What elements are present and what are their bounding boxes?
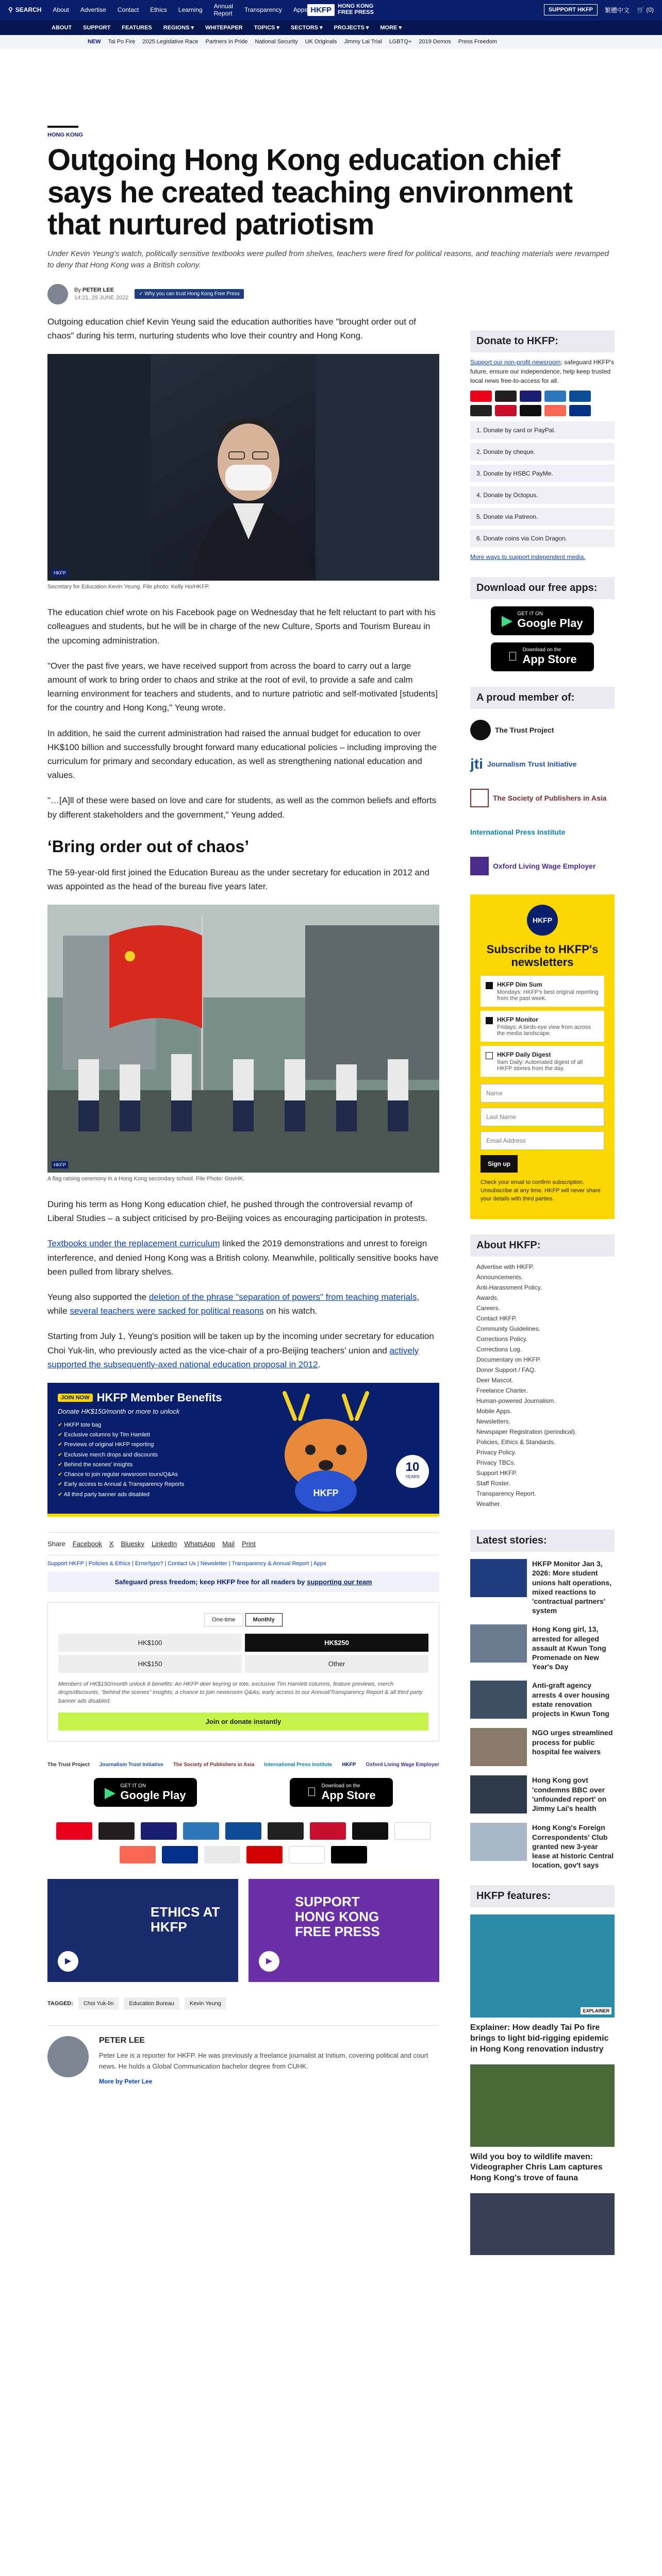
feature-image: [470, 1914, 615, 2018]
nav-features[interactable]: FEATURES: [122, 24, 152, 31]
sopa-logo[interactable]: The Society of Publishers in Asia: [173, 1762, 255, 1768]
feature-title[interactable]: Wild you boy to wildlife maven: Videographer Chris Lam captures Hong Kong's trove of fauna: [470, 2152, 603, 2183]
payme-icon: [495, 391, 517, 402]
living-wage-logo[interactable]: Oxford Living Wage Employer: [366, 1762, 439, 1768]
about-title: About HKFP:: [470, 1234, 615, 1257]
about-link[interactable]: Newsletters.: [476, 1418, 511, 1426]
donate-option[interactable]: 4. Donate by Octopus.: [470, 486, 615, 504]
paragraph: Yeung also supported the deletion of the phrase "separation of powers" from teaching materials, while several teachers were sacked for political reasons on his watch.: [47, 1292, 420, 1316]
more-ways-link[interactable]: More ways to support independent media.: [470, 553, 586, 561]
latest-title: Latest stories:: [470, 1530, 615, 1552]
alipay-icon: [246, 1846, 283, 1863]
about-link[interactable]: Weather.: [476, 1500, 501, 1508]
member-title: A proud member of:: [470, 687, 615, 709]
about-link[interactable]: Awards.: [476, 1294, 499, 1302]
newsletter-option[interactable]: HKFP Monitor Fridays: A birds-eye view from across the media landscape.: [481, 1011, 604, 1042]
share-whatsapp[interactable]: WhatsApp: [184, 1539, 216, 1548]
about-link[interactable]: Anti-Harassment Policy.: [476, 1284, 542, 1292]
trending-link[interactable]: LGBTQ+: [389, 39, 412, 45]
photo-caption: Secretary for Education Kevin Yeung. File photo: Kelly Ho/HKFP.: [47, 584, 210, 590]
ipi-logo[interactable]: International Press Institute: [264, 1762, 333, 1768]
email-field[interactable]: Email Address: [481, 1131, 604, 1150]
one-time-tab[interactable]: One-time: [204, 1613, 243, 1626]
trust-button[interactable]: ✓ Why you can trust Hong Kong Free Press: [135, 289, 244, 299]
tag-link[interactable]: Kevin Yeung: [185, 1997, 226, 2010]
latest-story[interactable]: HKFP Monitor Jan 3, 2026: More student unions halt operations, mixed reactions to 'contractual partners' system: [470, 1559, 615, 1615]
article-link[interactable]: several teachers were sacked for political reasons: [70, 1306, 264, 1316]
publish-date: 14:21, 29 JUNE 2022: [74, 295, 129, 301]
trending-link[interactable]: Jimmy Lai Trial: [344, 39, 382, 45]
donate-option[interactable]: 2. Donate by cheque.: [470, 443, 615, 461]
about-link[interactable]: Human-powered Journalism.: [476, 1397, 556, 1405]
patreon-icon: [120, 1846, 156, 1863]
deer-mascot-image: [259, 1388, 393, 1512]
section-label[interactable]: HONG KONG: [47, 132, 84, 138]
google-play-button[interactable]: ▶ GET IT ON Google Play: [491, 606, 594, 635]
story-thumbnail: [470, 1624, 527, 1663]
author-box: [47, 2025, 439, 2086]
apple-icon: [307, 1785, 316, 1800]
apple-pay-alt-icon: [331, 1846, 367, 1863]
octopus-icon: [268, 1822, 304, 1840]
checkbox-checked-icon[interactable]: [486, 1017, 493, 1024]
author-name[interactable]: PETER LEE: [99, 2036, 145, 2045]
feature-title[interactable]: Explainer: How deadly Tai Po fire brings to light bid-rigging epidemic in Hong Kong renovation industry: [470, 2023, 609, 2054]
section-heading: ‘Bring order out of chaos’: [47, 837, 250, 856]
search-label: SEARCH: [15, 6, 42, 13]
svg-text:HKFP: HKFP: [313, 1487, 339, 1498]
app-store-button[interactable]: Download on the App Store: [491, 642, 594, 671]
trending-link[interactable]: Tai Po Fire: [108, 39, 136, 45]
photo-watermark: HKFP: [52, 569, 68, 577]
support-hkfp-button[interactable]: SUPPORT HKFP: [544, 4, 598, 15]
monthly-tab[interactable]: Monthly: [245, 1613, 283, 1626]
story-thumbnail: [470, 1728, 527, 1766]
about-link[interactable]: Deer Mascot.: [476, 1377, 514, 1384]
main-nav: [0, 20, 662, 35]
benefits-title: HKFP Member Benefits: [96, 1391, 222, 1404]
donate-option[interactable]: 6. Donate coins via Coin Dragon.: [470, 530, 615, 547]
trending-link[interactable]: UK Originals: [305, 39, 337, 45]
story-thumbnail: [470, 1775, 527, 1814]
share-print[interactable]: Print: [241, 1539, 256, 1548]
support-links[interactable]: Support HKFP | Policies & Ethics | Error/typo? | Contact Us | Newsletter | Transparency & Annual Report | Apps: [47, 1560, 326, 1567]
nav-sectors[interactable]: SECTORS ▾: [290, 25, 323, 31]
tag-link[interactable]: Choi Yuk-lin: [78, 1997, 119, 2010]
trending-link[interactable]: Partners in Pride: [205, 39, 248, 45]
about-link[interactable]: Privacy Policy.: [476, 1449, 517, 1456]
article-link[interactable]: actively supported the subsequently-axed national education proposal in 2012: [47, 1345, 419, 1369]
cart-count: (0): [646, 6, 654, 13]
language-switch[interactable]: 繁體中文: [605, 6, 630, 14]
sidebar-payment-icons: [470, 391, 615, 416]
paragraph: Outgoing education chief Kevin Yeung said the education authorities have "brought order out of chaos" during his term, nurturing students who love their country and Hong Kong.: [47, 316, 416, 341]
apps-title: Download our free apps:: [470, 577, 615, 599]
article-subhead: Under Kevin Yeung's watch, politically sensitive textbooks were pulled from shelves, teachers were fired for political reasons, and teaching materials were revamped to deny that Hong Kong was a British colony.: [47, 249, 609, 270]
logo-wordmark: HONG KONG FREE PRESS: [338, 3, 374, 15]
about-link[interactable]: Newspaper Registration (periodical).: [476, 1428, 577, 1436]
donate-option[interactable]: 3. Donate by HSBC PayMe.: [470, 465, 615, 482]
trust-project-logo[interactable]: The Trust Project: [470, 717, 615, 743]
amex-icon: [544, 391, 566, 402]
nav-regions[interactable]: REGIONS ▾: [163, 25, 194, 31]
about-list: [470, 1257, 615, 1514]
top-link-annual-report[interactable]: Annual Report: [213, 3, 233, 17]
apple-icon: [508, 650, 517, 664]
amount-grid: [58, 1634, 428, 1673]
member-benefits-banner[interactable]: [47, 1383, 439, 1517]
paragraph: Starting from July 1, Yeung's position will be taken up by the incoming under secretary for education Choi Yuk-lin, who previously acted as the vice-chair of a pro-Beijing teachers' union and actively supported the subsequently-axed national education proposal in 2012.: [47, 1331, 434, 1369]
about-link[interactable]: Announcements.: [476, 1274, 523, 1281]
donate-link[interactable]: Support our non-profit newsroom: [470, 358, 561, 366]
article-link[interactable]: Textbooks under the replacement curriculum: [47, 1239, 220, 1249]
about-link[interactable]: Policies, Ethics & Standards.: [476, 1438, 556, 1446]
checkbox-checked-icon[interactable]: [486, 982, 493, 989]
author-link[interactable]: PETER LEE: [82, 287, 114, 294]
hkfp-badge-icon: HKFP: [527, 905, 558, 936]
search-button[interactable]: [8, 6, 41, 13]
ipi-logo[interactable]: International Press Institute: [470, 827, 566, 836]
top-link-ethics[interactable]: Ethics: [150, 6, 167, 13]
living-wage-logo[interactable]: Oxford Living Wage Employer: [470, 853, 615, 879]
jti-logo[interactable]: jti Journalism Trust Initiative: [470, 755, 577, 772]
header-rule: [47, 126, 78, 128]
paragraph: In addition, he said the current administration had raised the annual budget for education to over HK$100 billion and successfully brought forward many educational policies – including improving the curriculum for primary and secondary education, as well as strengthening national education and values.: [47, 728, 437, 781]
byline: [47, 284, 615, 304]
story-thumbnail: [470, 1823, 527, 1861]
about-link[interactable]: Freelance Charter.: [476, 1387, 528, 1395]
app-store-button[interactable]: Download on the App Store: [290, 1778, 393, 1807]
trending-link[interactable]: 2019 Demos: [419, 39, 451, 45]
latest-story[interactable]: NGO urges streamlined process for public hospital fee waivers: [470, 1728, 615, 1766]
photo-kevin-yeung: [47, 354, 439, 581]
payme-alt-icon: [204, 1846, 240, 1863]
tag-link[interactable]: Education Bureau: [124, 1997, 179, 2010]
about-link[interactable]: Documentary on HKFP.: [476, 1356, 541, 1364]
about-link[interactable]: Mobile Apps.: [476, 1408, 512, 1415]
donate-text: Support our non-profit newsroom; safeguard HKFP's future, ensure our independence, help keep trusted local news free-to-access for all.: [470, 358, 615, 384]
google-play-icon: ▶: [105, 1784, 115, 1800]
patreon-icon: [544, 405, 566, 416]
photo-watermark: HKFP: [52, 1161, 68, 1168]
feature-image: [470, 2064, 615, 2147]
benefits-list: ✔ HKFP tote bag ✔ Exclusive columns by Tim Hamlett ✔ Previews of original HKFP reporting ✔ Exclusive merch drops and discounts ✔ Behind the scenes' insights ✔ Chance to join regular newsroom tours/Q&As ✔ Early access to Annual & Transparency Reports ✔ All third party banner ads disabled: [58, 1421, 185, 1498]
name-field[interactable]: Name: [481, 1084, 604, 1103]
google-play-button[interactable]: ▶ GET IT ON Google Play: [94, 1778, 197, 1807]
share-label: Share: [47, 1539, 65, 1548]
mastercard-icon: [470, 391, 492, 402]
nav-more[interactable]: MORE ▾: [380, 25, 402, 31]
article-headline: Outgoing Hong Kong education chief says he created teaching environment that nurtured patriotism: [47, 143, 573, 242]
about-link[interactable]: Contact HKFP.: [476, 1315, 517, 1323]
paragraph: "…[A]ll of these were based on love and care for students, as well as the common beliefs and efforts by different stakeholders and the government," Yeung added.: [47, 795, 437, 820]
story-thumbnail: [470, 1559, 527, 1597]
author-avatar: [47, 284, 68, 304]
trust-project-icon: [470, 720, 491, 740]
share-x[interactable]: X: [109, 1539, 114, 1548]
tags-row: [47, 1997, 439, 2010]
explainer-tag: EXPLAINER: [581, 2007, 611, 2014]
last-name-field[interactable]: Last Name: [481, 1108, 604, 1126]
signup-button[interactable]: Sign up: [481, 1155, 518, 1173]
latest-list: [470, 1552, 615, 1870]
share-facebook[interactable]: Facebook: [72, 1539, 102, 1548]
about-link[interactable]: Donor Support / FAQ.: [476, 1366, 536, 1374]
sopa-icon: [470, 789, 489, 807]
about-link[interactable]: Support HKFP.: [476, 1469, 518, 1477]
payme-icon: [98, 1822, 135, 1840]
top-link-about[interactable]: About: [53, 6, 69, 13]
sidebar: [470, 315, 615, 2255]
top-bar: [0, 0, 662, 20]
nav-about[interactable]: ABOUT: [52, 24, 72, 31]
top-link-advertise[interactable]: Advertise: [80, 6, 106, 13]
share-linkedin[interactable]: LinkedIn: [152, 1539, 177, 1548]
article-body: [47, 315, 439, 2255]
trending-link[interactable]: Press Freedom: [458, 39, 497, 45]
trending-link[interactable]: National Security: [255, 39, 298, 45]
about-link[interactable]: Careers.: [476, 1304, 501, 1312]
article-photo-1: [47, 354, 439, 581]
sopa-logo[interactable]: The Society of Publishers in Asia: [470, 785, 615, 811]
join-donate-button[interactable]: Join or donate instantly: [58, 1713, 428, 1731]
benefits-subtitle: Donate HK$150/month or more to unlock: [58, 1407, 180, 1415]
app-store-row: [47, 1778, 439, 1807]
anniversary-badge: 10 YEARS: [396, 1455, 429, 1488]
video-promos: [47, 1879, 439, 1982]
frequency-toggle: [58, 1613, 428, 1626]
top-link-apps[interactable]: Apps: [293, 6, 308, 13]
paragraph: The 59-year-old first joined the Education Bureau as the under secretary for education in 2012 and was appointed as the head of the bureau five years later.: [47, 867, 429, 891]
about-link[interactable]: Staff Roster.: [476, 1480, 510, 1487]
jcb-icon: [225, 1822, 261, 1840]
top-link-learning[interactable]: Learning: [178, 6, 203, 13]
nav-projects[interactable]: PROJECTS ▾: [334, 25, 369, 31]
nav-support[interactable]: SUPPORT: [83, 24, 111, 31]
video-title: SUPPORT HONG KONG FREE PRESS: [295, 1894, 380, 1939]
author-bio: Peter Lee is a reporter for HKFP. He was previously a freelance journalist at Initium, covering political and court news. He holds a Global Communication bachelor degree from CUHK.: [99, 2052, 428, 2070]
about-link[interactable]: Privacy TBCs.: [476, 1459, 516, 1467]
apple-pay-icon: [520, 405, 541, 416]
ethics-video[interactable]: [47, 1879, 238, 1982]
site-logo[interactable]: [307, 4, 374, 15]
amount-option[interactable]: HK$100: [58, 1634, 242, 1652]
newsletter-box: [470, 894, 615, 1219]
logo-mark: HKFP: [307, 4, 335, 16]
jti-logo[interactable]: Journalism Trust Initiative: [99, 1762, 163, 1768]
paypal-icon: [162, 1846, 198, 1863]
paragraph: Textbooks under the replacement curriculum linked the 2019 demonstrations and unrest to foreign interference, and denied Hong Kong was a British colony. Meanwhile, politically sensitive books have been pulled from library shelves.: [47, 1239, 439, 1277]
article-link[interactable]: deletion of the phrase "separation of powers" from teaching materials: [148, 1292, 417, 1302]
amount-option[interactable]: HK$150: [58, 1655, 242, 1673]
newsletter-option[interactable]: HKFP Daily Digest 9am Daily: Automated digest of all HKFP stories from the day.: [481, 1046, 604, 1077]
cart-button[interactable]: 🛒 (0): [637, 6, 654, 13]
member-note: Members of HK$150/month unlock 8 benefits: An HKFP deer keyring or tote, exclusive Tim Hamlett columns, feature previews, merch drops/discounts, "behind the scenes" insights, a chance to join newsroom Q&As, early access to our Annual/Transparency Report & all third party banner ads disabled.: [58, 1681, 423, 1704]
hkfp-logo[interactable]: HKFP: [342, 1762, 356, 1768]
apple-pay-icon: [352, 1822, 388, 1840]
google-pay-icon: [289, 1846, 325, 1863]
coin-icon: [394, 1822, 431, 1840]
about-link[interactable]: Community Guidelines.: [476, 1325, 541, 1333]
photo-caption: A flag raising ceremony in a Hong Kong secondary school. File Photo: GovHK.: [47, 1176, 245, 1182]
nav-topics[interactable]: TOPICS ▾: [254, 25, 279, 31]
latest-story[interactable]: Hong Kong girl, 13, arrested for alleged assault at Kwun Tong Promenade on New Year's Day: [470, 1624, 615, 1671]
share-mail[interactable]: Mail: [222, 1539, 235, 1548]
support-video[interactable]: [249, 1879, 439, 1982]
jcb-icon: [569, 391, 591, 402]
article-header: [47, 48, 615, 272]
living-wage-icon: [470, 857, 489, 875]
paragraph: The education chief wrote on his Facebook page on Wednesday that he felt reluctant to part with his colleagues and students, but he will be in charge of the new Culture, Sports and Tourism Bureau in the upcoming administration.: [47, 607, 436, 646]
author-photo: [47, 2036, 89, 2077]
donate-form: [47, 1602, 439, 1742]
newsletter-title: Subscribe to HKFP's newsletters: [486, 942, 599, 969]
nav-whitepaper[interactable]: WHITEPAPER: [205, 24, 243, 31]
paypal-icon: [569, 405, 591, 416]
features-list[interactable]: [470, 1907, 615, 2255]
article-photo-2: [47, 905, 439, 1173]
donate-banner: Safeguard press freedom; keep HKFP free for all readers by supporting our team: [47, 1572, 439, 1592]
about-link[interactable]: Advertise with HKFP.: [476, 1263, 534, 1271]
visa-icon: [141, 1822, 177, 1840]
feature-image: [470, 2193, 615, 2255]
latest-story[interactable]: Anti-graft agency arrests 4 over housing estate renovation projects in Kwun Tong: [470, 1681, 615, 1719]
latest-story[interactable]: Hong Kong govt 'condemns BBC over 'unfounded report' on Jimmy Lai's health: [470, 1775, 615, 1814]
about-link[interactable]: Corrections Log.: [476, 1346, 522, 1353]
play-icon[interactable]: ▶: [58, 1951, 78, 1972]
octopus-icon: [470, 405, 492, 416]
search-icon: ⚲: [8, 6, 13, 13]
latest-story[interactable]: Hong Kong's Foreign Correspondents' Club granted new 3-year lease at historic Central location, gov't says: [470, 1823, 615, 1870]
share-bluesky[interactable]: Bluesky: [121, 1539, 144, 1548]
mastercard-icon: [56, 1822, 92, 1840]
trending-link[interactable]: 2025 Legislative Race: [142, 39, 198, 45]
amount-option[interactable]: HK$250: [245, 1634, 428, 1652]
share-bar: [47, 1532, 439, 1555]
top-link-transparency[interactable]: Transparency: [244, 6, 282, 13]
unionpay-icon: [310, 1822, 346, 1840]
membership-logos: [47, 1762, 439, 1768]
by-label: By: [74, 287, 81, 294]
signup-note: Check your email to confirm subscription. Unsubscribe at any time. HKFP will never share your details with third parties.: [481, 1179, 601, 1202]
donate-option[interactable]: 1. Donate by card or PayPal.: [470, 421, 615, 439]
donate-title: Donate to HKFP:: [470, 330, 615, 352]
checkbox-icon[interactable]: [486, 1052, 493, 1059]
unionpay-icon: [495, 405, 517, 416]
video-title: ETHICS AT HKFP: [151, 1904, 220, 1935]
about-link[interactable]: Transparency Report.: [476, 1490, 536, 1498]
story-thumbnail: [470, 1681, 527, 1719]
donate-option[interactable]: 5. Donate via Patreon.: [470, 508, 615, 526]
trust-project-logo[interactable]: The Trust Project: [47, 1762, 90, 1768]
google-play-icon: ▶: [502, 613, 512, 629]
more-by-author-link[interactable]: More by Peter Lee: [99, 2077, 153, 2085]
play-icon[interactable]: ▶: [259, 1951, 279, 1972]
features-title: HKFP features:: [470, 1885, 615, 1907]
support-team-link[interactable]: supporting our team: [307, 1578, 372, 1586]
visa-icon: [520, 391, 541, 402]
trending-label: NEW: [88, 39, 101, 45]
about-link[interactable]: Corrections Policy.: [476, 1335, 528, 1343]
paragraph: "Over the past five years, we have received support from across the board to carry out a large amount of work to bring order to chaos and strike at the root of evil, to provide a safe and calm learning environment for teachers and students, and to nurture patriotic and self-motivated [students] for the country and Hong Kong," Yeung wrote.: [47, 660, 438, 713]
paragraph: During his term as Hong Kong education chief, he pushed through the controversial revamp of Liberal Studies – a subject criticised by pro-Beijing voices as encouraging participation in protests.: [47, 1199, 428, 1224]
amex-icon: [183, 1822, 219, 1840]
newsletter-option[interactable]: HKFP Dim Sum Mondays: HKFP's best original reporting from the past week.: [481, 976, 604, 1007]
benefits-text: JOIN NOW HKFP Member Benefits Donate HK$150/month or more to unlock ✔ HKFP tote bag ✔ Exclusive columns by Tim Hamlett ✔ Previews of original HKFP reporting ✔ Exclusive merch drops and discounts ✔ Behind the scenes' insights ✔ Chance to join regular newsroom tours/Q&As ✔ Early access to Annual & Transparency Reports ✔ All third party banner ads disabled: [58, 1391, 222, 1500]
tags-label: TAGGED:: [47, 2001, 73, 2007]
top-link-contact[interactable]: Contact: [117, 6, 139, 13]
photo-flag-ceremony: [47, 905, 439, 1173]
payment-methods: [47, 1822, 439, 1863]
amount-option[interactable]: Other: [245, 1655, 428, 1673]
trending-bar: [0, 35, 662, 48]
jti-icon: jti: [470, 755, 483, 772]
